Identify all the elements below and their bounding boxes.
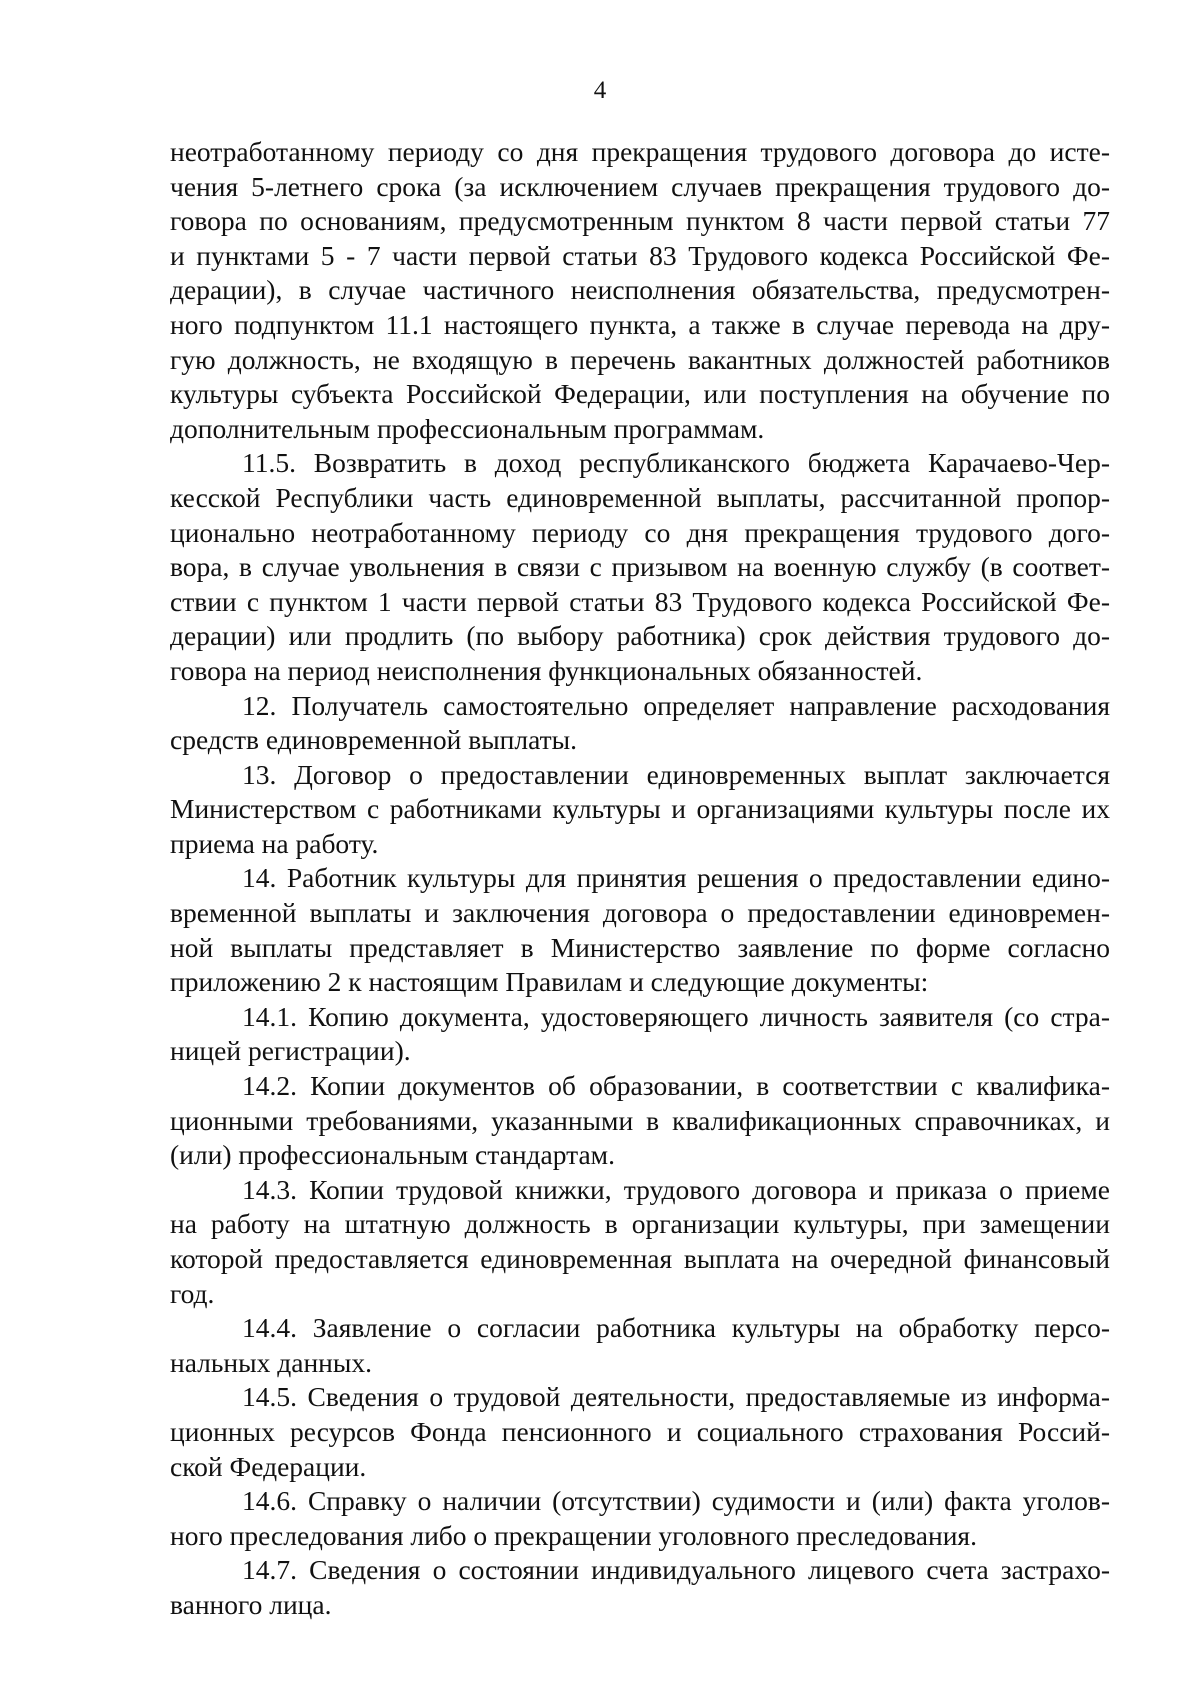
- text-line: кесской Республики часть единовременной выплаты, рассчитанной пропор-: [170, 481, 1110, 513]
- text-line: говора по основаниям, предусмотренным пунктом 8 части первой статьи 77: [170, 205, 1110, 237]
- text-line: на работу на штатную должность в организации культуры, при замещении: [170, 1208, 1110, 1240]
- text-line: 14.3. Копии трудовой книжки, трудового договора и приказа о приеме: [242, 1173, 1110, 1205]
- text-line: дополнительным профессиональным программам.: [170, 412, 765, 444]
- text-line: ницей регистрации).: [170, 1035, 411, 1067]
- paragraph: [170, 689, 1110, 758]
- text-line: 13. Договор о предоставлении единовременных выплат заключается: [242, 758, 1110, 790]
- text-line: ванного лица.: [170, 1588, 332, 1620]
- text-line: ской Федерации.: [170, 1450, 367, 1482]
- paragraph: [170, 861, 1110, 999]
- text-line: ционными требованиями, указанными в квалификационных справочниках, и: [170, 1104, 1110, 1136]
- text-line: год.: [170, 1277, 215, 1309]
- text-line: ной выплаты представляет в Министерство заявление по форме согласно: [170, 931, 1110, 963]
- text-line: 14.2. Копии документов об образовании, в соответствии с квалифика-: [242, 1070, 1110, 1102]
- paragraph: [170, 135, 1110, 446]
- text-line: которой предоставляется единовременная выплата на очередной финансовый: [170, 1243, 1110, 1274]
- text-line: ного подпунктом 11.1 настоящего пункта, а также в случае перевода на дру-: [170, 308, 1110, 340]
- text-line: и пунктами 5 - 7 части первой статьи 83 Трудового кодекса Российской Фе-: [170, 239, 1110, 271]
- text-line: Министерством с работниками культуры и организациями культуры после их: [170, 793, 1110, 825]
- text-line: неотработанному периоду со дня прекращения трудового договора до исте-: [170, 136, 1110, 167]
- text-line: приложению 2 к настоящим Правилам и следующие документы:: [170, 966, 929, 998]
- text-line: гую должность, не входящую в перечень вакантных должностей работников: [170, 343, 1110, 375]
- paragraph: [170, 758, 1110, 862]
- text-line: ствии с пунктом 1 части первой статьи 83 Трудового кодекса Российской Фе-: [170, 585, 1110, 617]
- text-line: говора на период неисполнения функциональных обязанностей.: [170, 654, 923, 686]
- text-line: ционально неотработанному периоду со дня прекращения трудового дого-: [170, 516, 1110, 548]
- text-line: дерации), в случае частичного неисполнения обязательства, предусмотрен-: [170, 274, 1110, 306]
- paragraph: [170, 1000, 1110, 1069]
- text-line: 14.7. Сведения о состоянии индивидуального лицевого счета застрахо-: [242, 1554, 1110, 1586]
- text-line: 11.5. Возвратить в доход республиканского бюджета Карачаево-Чер-: [242, 447, 1110, 479]
- paragraph: [170, 1553, 1110, 1622]
- text-line: 12. Получатель самостоятельно определяет направление расходования: [242, 689, 1110, 721]
- text-line: 14. Работник культуры для принятия решения о предоставлении едино-: [242, 862, 1110, 894]
- text-line: 14.1. Копию документа, удостоверяющего личность заявителя (со стра-: [242, 1000, 1110, 1032]
- paragraph: [170, 1069, 1110, 1173]
- text-line: ционных ресурсов Фонда пенсионного и социального страхования Россий-: [170, 1415, 1110, 1447]
- document-body: [170, 135, 1110, 1623]
- text-line: приема на работу.: [170, 827, 379, 859]
- paragraph: [170, 1311, 1110, 1380]
- text-line: временной выплаты и заключения договора о предоставлении единовремен-: [170, 897, 1110, 929]
- paragraph: [170, 1173, 1110, 1311]
- paragraph: [170, 446, 1110, 688]
- text-line: (или) профессиональным стандартам.: [170, 1139, 615, 1171]
- paragraph: [170, 1380, 1110, 1484]
- page-number: 4: [593, 77, 607, 104]
- text-line: 14.4. Заявление о согласии работника культуры на обработку персо-: [242, 1312, 1110, 1344]
- text-line: культуры субъекта Российской Федерации, или поступления на обучение по: [170, 378, 1110, 410]
- paragraph: [170, 1484, 1110, 1553]
- text-line: вора, в случае увольнения в связи с призывом на военную службу (в соответ-: [170, 551, 1110, 583]
- text-line: нальных данных.: [170, 1346, 372, 1378]
- text-line: 14.5. Сведения о трудовой деятельности, предоставляемые из информа-: [242, 1381, 1110, 1413]
- text-line: средств единовременной выплаты.: [170, 724, 577, 756]
- text-line: чения 5-летнего срока (за исключением случаев прекращения трудового до-: [170, 170, 1110, 202]
- text-line: ного преследования либо о прекращении уголовного преследования.: [170, 1519, 977, 1551]
- text-line: 14.6. Справку о наличии (отсутствии) судимости и (или) факта уголов-: [242, 1485, 1110, 1517]
- text-line: дерации) или продлить (по выбору работника) срок действия трудового до-: [170, 620, 1110, 652]
